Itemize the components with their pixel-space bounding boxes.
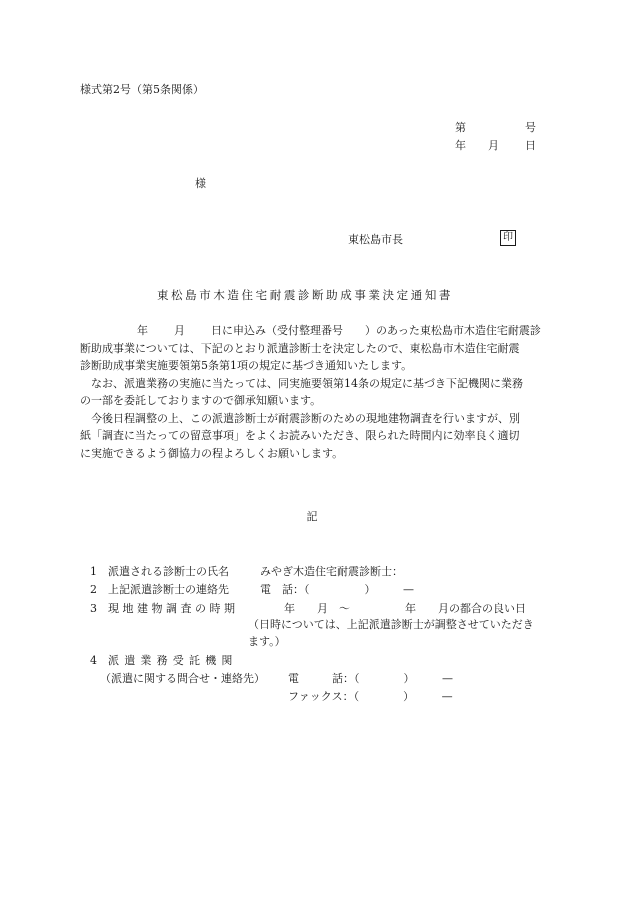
body-line: 紙「調査に当たっての留意事項」をよくお読みいただき、限られた時間内に効率良く適切 xyxy=(80,429,520,442)
ki-heading-text: 記 xyxy=(306,510,318,523)
item-label: 派遣業務受託機関 xyxy=(108,654,238,667)
body-line: 診断助成事業実施要領第5条第1項の規定に基づき通知いたします。 xyxy=(80,359,413,372)
date-year: 年 xyxy=(455,139,466,152)
document-number-prefix: 第 xyxy=(455,121,466,134)
document-number xyxy=(455,121,536,134)
body-line: に実施できるよう御協力の程よろしくお願いします。 xyxy=(80,446,344,460)
item-note: （日時については、上記派遣診断士が調整させていただき xyxy=(248,618,534,631)
item-value: みやぎ木造住宅耐震診断士： xyxy=(260,565,403,578)
item-label: 現地建物調査の時期 xyxy=(108,602,239,615)
item-label: 派遣される診断士の氏名 xyxy=(108,565,229,578)
document-number-suffix: 号 xyxy=(525,121,536,134)
item-note: ます。） xyxy=(248,635,286,648)
item-number: 2 xyxy=(90,583,97,596)
item-phone: 電 話：（ ） — xyxy=(288,672,453,685)
item-label: 上記派遣診断士の連絡先 xyxy=(108,583,229,596)
body-line: 今後日程調整の上、この派遣診断士が耐震診断のための現地建物調査を行いますが、別 xyxy=(91,411,520,425)
item-value: 年 月 ～ 年 月の都合の良い日 xyxy=(284,602,526,615)
application-year: 年 xyxy=(137,324,148,337)
form-number: 様式第2号（第5条関係） xyxy=(80,83,204,96)
item-value: 電 話：（ ） — xyxy=(260,583,414,596)
body-line xyxy=(80,322,560,340)
seal-stamp: 印 xyxy=(500,230,516,246)
body-line: なお、派遣業務の実施に当たっては、同実施要領第14条の規定に基づき下記機関に業務 xyxy=(91,376,523,390)
page-title xyxy=(0,290,630,302)
item-fax: ファックス：（ ） — xyxy=(288,690,453,703)
issuer: 東松島市長 xyxy=(348,233,403,246)
addressee: 様 xyxy=(195,177,206,190)
item-number: 3 xyxy=(90,602,97,615)
body-line: の一部を委託しておりますので御承知願います。 xyxy=(80,394,322,407)
item-sublabel: （派遣に関する問合せ・連絡先） xyxy=(100,672,265,685)
date-day: 日 xyxy=(525,139,536,152)
date-month: 月 xyxy=(488,139,499,152)
body-p1-rest: 日に申込み（受付整理番号 ）のあった東松島市木造住宅耐震診 xyxy=(211,324,541,337)
body-line: 断助成事業については、下記のとおり派遣診断士を決定したので、東松島市木造住宅耐震 xyxy=(80,341,520,355)
application-month: 月 xyxy=(174,324,185,337)
item-number: 1 xyxy=(90,565,97,578)
body-text xyxy=(80,322,560,462)
page-title-text: 東松島市木造住宅耐震診断助成事業決定通知書 xyxy=(156,288,454,302)
ki-heading xyxy=(0,511,630,522)
item-number: 4 xyxy=(90,654,97,667)
